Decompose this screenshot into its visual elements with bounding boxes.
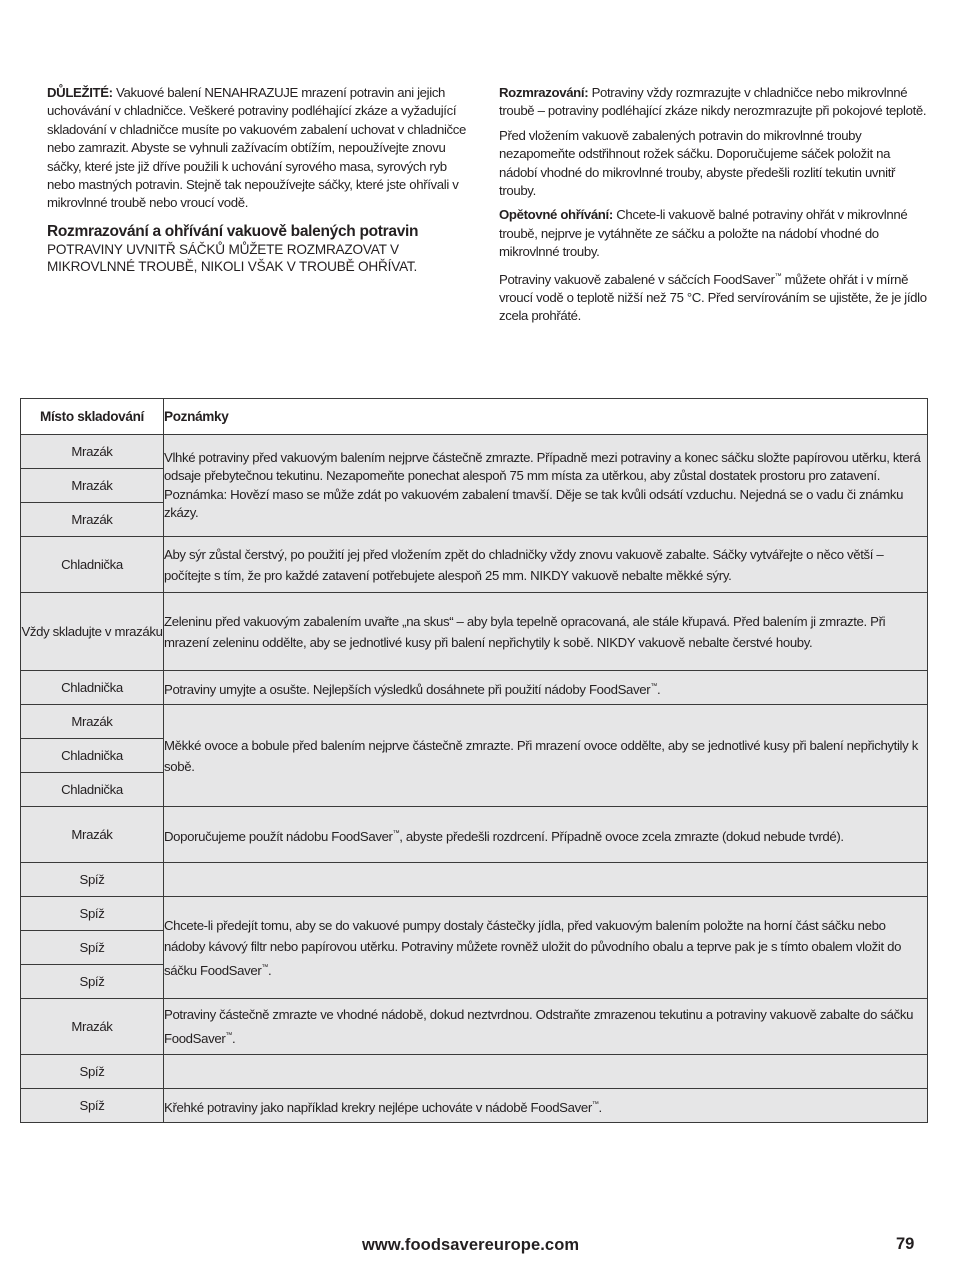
storage-place-cell: Mrazák xyxy=(21,435,164,469)
right-column xyxy=(499,84,929,332)
storage-place-cell: Vždy skladujte v mrazáku xyxy=(21,593,164,671)
table-header-row xyxy=(21,399,928,435)
table-row xyxy=(21,1089,928,1123)
notes-text: Chcete-li předejít tomu, aby se do vakuové pumpy dostaly částečky jídla, před vakuovým balením položte na horní část sáčku nebo nádoby kávový filtr nebo papírovou utěrku. Potraviny můžete rovněž uložit do původního obalu a teprve pak je s tímto obalem vložit do sáčku FoodSaver xyxy=(164,917,902,978)
table-row xyxy=(21,999,928,1055)
notes-text-end: . xyxy=(268,962,272,978)
notes-cell xyxy=(164,671,928,705)
notes-cell: Vlhké potraviny před vakuovým balením nejprve částečně zmrazte. Případně mezi potraviny a konec sáčku složte papírovou utěrku, která odsaje přebytečnou tekutinu. Nezapomeňte ponechat alespoň 75 mm místa za utěrkou, aby zůstal dostatek prostoru pro zatavení. Poznámka: Hovězí maso se může zdát po vakuovém zabalení tmavší. Děje se tak kvůli odsátí vzduchu. Nejedná se o vadu či známku zkázy. xyxy=(164,435,928,537)
table-row xyxy=(21,1055,928,1089)
notes-cell-empty xyxy=(164,863,928,897)
table-row xyxy=(21,705,928,739)
notes-cell: Měkké ovoce a bobule před balením nejprve částečně zmrazte. Při mrazení ovoce oddělte, aby se jednotlivé kusy při balení nepřichytily k sobě. xyxy=(164,705,928,807)
storage-place-cell: Spíž xyxy=(21,965,164,999)
table-row xyxy=(21,435,928,469)
notes-cell-empty xyxy=(164,1055,928,1089)
header-storage-place: Místo skladování xyxy=(21,399,164,435)
notes-text: Křehké potraviny jako například krekry nejlépe uchováte v nádobě FoodSaver xyxy=(164,1099,592,1115)
caps-notice: POTRAVINY UVNITŘ SÁČKŮ MŮŽETE ROZMRAZOVAT V MIKROVLNNÉ TROUBĚ, NIKOLI VŠAK V TROUBĚ OHŘÍVAT. xyxy=(47,241,418,275)
notes-text: Doporučujeme použít nádobu FoodSaver xyxy=(164,828,393,844)
defrost-text: Potraviny vždy rozmrazujte v chladničce nebo mikrovlnné troubě – potraviny podléhající zkáze nikdy nerozmrazujte při pokojové teplotě. xyxy=(499,85,927,119)
defrost-label: Rozmrazování: xyxy=(499,85,589,100)
notes-cell: Aby sýr zůstal čerstvý, po použití jej před vložením zpět do chladničky vždy znovu vakuově zabalte. Sáčky vytvářejte o něco větší – počítejte s tím, že pro každé zatavení potřebujete alespoň 25 mm. NIKDY vakuově nebalte měkké sýry. xyxy=(164,537,928,593)
notes-cell xyxy=(164,999,928,1055)
notes-cell xyxy=(164,1089,928,1123)
table-row xyxy=(21,593,928,671)
water-paragraph xyxy=(499,268,929,326)
storage-place-cell: Mrazák xyxy=(21,705,164,739)
trademark: ™ xyxy=(774,272,782,280)
notes-cell: Zeleninu před vakuovým zabalením uvařte „na skus“ – aby byla tepelně opracovaná, ale stále křupavá. Před balením ji zmrazte. Při mrazení zeleninu oddělte, aby se jednotlivé kusy při balení nepřichytily k sobě. NIKDY vakuově nebalte čerstvé houby. xyxy=(164,593,928,671)
important-label: DŮLEŽITÉ: xyxy=(47,85,113,100)
notes-cell xyxy=(164,807,928,863)
important-paragraph xyxy=(47,84,472,213)
page-number: 79 xyxy=(896,1235,915,1253)
storage-place-cell: Spíž xyxy=(21,897,164,931)
storage-place-cell: Spíž xyxy=(21,1055,164,1089)
trademark: ™ xyxy=(591,1100,599,1108)
notes-text: Potraviny umyjte a osušte. Nejlepších výsledků dosáhnete při použití nádoby FoodSaver xyxy=(164,681,651,697)
important-text: Vakuové balení NENAHRAZUJE mrazení potravin ani jejich uchovávání v chladničce. Veškeré potraviny podléhající zkáze a vyžadující skladování v chladničce musíte po vakuovém zabalení uchovat v chladničce nebo zamrazit. Abyste se vyhnuli zažívacím obtížím, nepoužívejte znovu sáčky, které jste již dříve použili k uchování syrového masa, syrových ryb nebo mastných potravin. Stejně tak nepoužívejte sáčky, které jste ohřívali v mikrovlnné troubě nebo vroucí vodě. xyxy=(47,85,467,211)
storage-place-cell: Spíž xyxy=(21,931,164,965)
table-row xyxy=(21,537,928,593)
left-column xyxy=(47,84,472,276)
notes-text: Potraviny částečně zmrazte ve vhodné nádobě, dokud neztvrdnou. Odstraňte zmrazenou tekutinu a potraviny vakuově zabalte do sáčku FoodSaver xyxy=(164,1007,914,1046)
notes-text-end: . xyxy=(656,681,661,697)
notes-text-end: . xyxy=(232,1031,236,1046)
notes-text-end: . xyxy=(598,1099,602,1115)
storage-place-cell: Chladnička xyxy=(21,671,164,705)
storage-place-cell: Chladnička xyxy=(21,739,164,773)
water-text: Potraviny vakuově zabalené v sáčcích FoodSaver xyxy=(499,271,775,287)
trademark: ™ xyxy=(261,963,269,971)
storage-place-cell: Mrazák xyxy=(21,807,164,863)
storage-place-cell: Chladnička xyxy=(21,537,164,593)
storage-place-cell: Chladnička xyxy=(21,773,164,807)
reheat-text: Chcete-li vakuově balné potraviny ohřát v mikrovlnné troubě, nejprve je vytáhněte ze sáčku a položte na nádobí vhodné do mikrovlnné trouby. xyxy=(499,207,908,260)
trademark: ™ xyxy=(650,682,657,690)
reheat-label: Opětovné ohřívání: xyxy=(499,207,613,223)
storage-place-cell: Mrazák xyxy=(21,469,164,503)
table-row xyxy=(21,671,928,705)
storage-place-cell: Mrazák xyxy=(21,503,164,537)
storage-place-cell: Spíž xyxy=(21,863,164,897)
notes-text-end: , abyste předešli rozdrcení. Případně ovoce zcela zmrazte (dokud nebude tvrdé). xyxy=(399,828,844,844)
water-text-cont: můžete ohřát i v mírně vroucí vodě o teplotě nižší než 75 °C. Před servírováním se ujistěte, že je jídlo zcela prohřáté. xyxy=(499,271,927,324)
table-row xyxy=(21,897,928,931)
trademark: ™ xyxy=(392,829,400,837)
table-row xyxy=(21,807,928,863)
section-heading: Rozmrazování a ohřívání vakuově balených potravin xyxy=(47,222,419,240)
microwave-paragraph: Před vložením vakuově zabalených potravin do mikrovlnné trouby nezapomeňte odstřihnout rožek sáčku. Doporučujeme sáček položit na nádobí vhodné do mikrovlnné trouby, abyste předešli rozlití tekutin uvnitř trouby. xyxy=(499,127,896,199)
storage-place-cell: Mrazák xyxy=(21,999,164,1055)
defrost-paragraph xyxy=(499,84,929,121)
footer-website-link[interactable]: www.foodsavereurope.com xyxy=(362,1236,580,1254)
header-notes: Poznámky xyxy=(164,399,928,435)
table-row xyxy=(21,863,928,897)
notes-cell xyxy=(164,897,928,999)
reheat-paragraph xyxy=(499,206,929,261)
trademark: ™ xyxy=(225,1032,233,1039)
storage-place-cell: Spíž xyxy=(21,1089,164,1123)
storage-table xyxy=(20,398,928,1123)
